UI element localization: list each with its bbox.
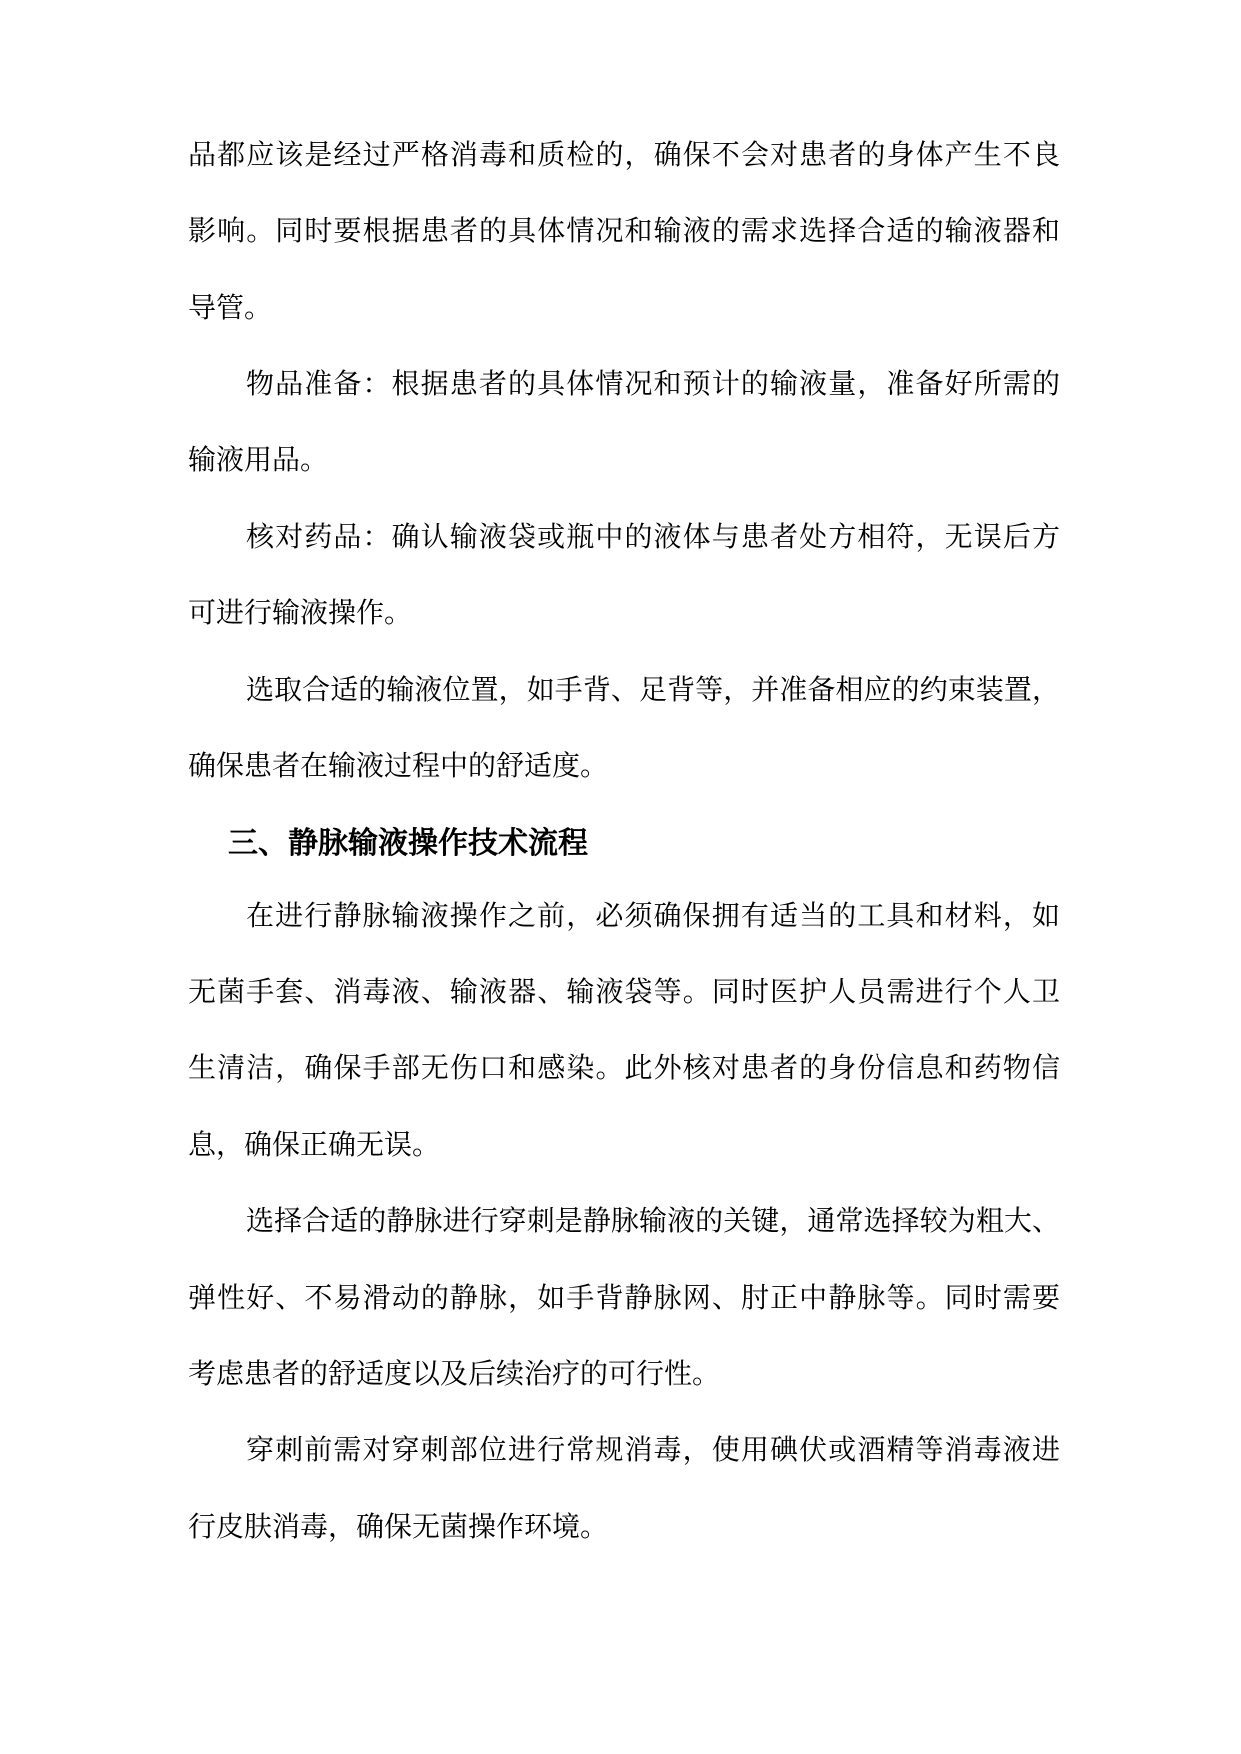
paragraph-item-preparation bbox=[188, 346, 1060, 499]
paragraph-drug-check bbox=[188, 499, 1060, 652]
paragraph-line: 选择合适的静脉进行穿刺是静脉输液的关键，通常选择较为粗大、 bbox=[246, 1204, 1060, 1238]
paragraph-line: 选取合适的输液位置，如手背、足背等，并准备相应的约束装置， bbox=[246, 672, 1060, 706]
paragraph-continued bbox=[188, 117, 1060, 346]
paragraph-line: 影响。同时要根据患者的具体情况和输液的需求选择合适的输液器和 bbox=[188, 214, 1060, 248]
paragraph-line: 行皮肤消毒，确保无菌操作环境。 bbox=[188, 1509, 609, 1543]
section-heading: 三、静脉输液操作技术流程 bbox=[228, 826, 588, 862]
paragraph-line: 息，确保正确无误。 bbox=[188, 1127, 441, 1161]
paragraph-line: 核对药品：确认输液袋或瓶中的液体与患者处方相符，无误后方 bbox=[246, 519, 1060, 553]
paragraph-line: 导管。 bbox=[188, 290, 273, 324]
paragraph-line: 物品准备：根据患者的具体情况和预计的输液量，准备好所需的 bbox=[246, 366, 1060, 400]
paragraph-line: 在进行静脉输液操作之前，必须确保拥有适当的工具和材料，如 bbox=[246, 898, 1060, 932]
paragraph-infusion-site bbox=[188, 652, 1060, 805]
paragraph-disinfection bbox=[188, 1412, 1060, 1565]
paragraph-line: 可进行输液操作。 bbox=[188, 596, 413, 630]
paragraph-line: 确保患者在输液过程中的舒适度。 bbox=[188, 748, 609, 782]
paragraph-line: 无菌手套、消毒液、输液器、输液袋等。同时医护人员需进行个人卫 bbox=[188, 975, 1060, 1009]
paragraph-line: 穿刺前需对穿刺部位进行常规消毒，使用碘伏或酒精等消毒液进 bbox=[246, 1433, 1060, 1467]
document-body bbox=[188, 117, 1060, 1565]
paragraph-line: 生清洁，确保手部无伤口和感染。此外核对患者的身份信息和药物信 bbox=[188, 1051, 1060, 1085]
paragraph-line: 输液用品。 bbox=[188, 443, 329, 477]
paragraph-line: 品都应该是经过严格消毒和质检的，确保不会对患者的身体产生不良 bbox=[188, 137, 1060, 171]
paragraph-preparation-tools bbox=[188, 878, 1060, 1184]
paragraph-line: 弹性好、不易滑动的静脉，如手背静脉网、肘正中静脉等。同时需要 bbox=[188, 1280, 1060, 1314]
paragraph-vein-selection bbox=[188, 1183, 1060, 1412]
paragraph-line: 考虑患者的舒适度以及后续治疗的可行性。 bbox=[188, 1357, 721, 1391]
